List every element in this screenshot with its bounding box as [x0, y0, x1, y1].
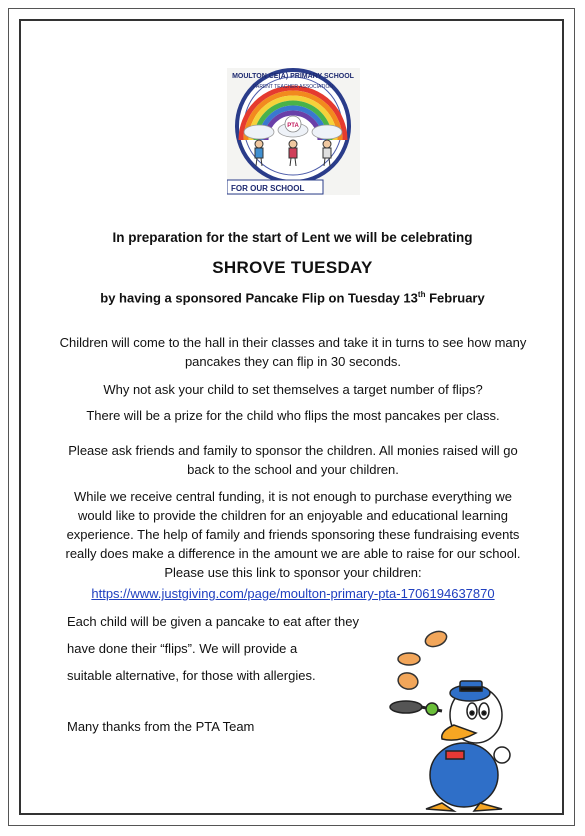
duck-flipping-pancakes-illustration — [384, 625, 526, 813]
justgiving-link[interactable]: https://www.justgiving.com/page/moulton-primary-pta-1706194637870 — [91, 586, 495, 601]
pta-logo — [227, 68, 360, 195]
pancake-line-3: suitable alternative, for those with allergies. — [67, 668, 316, 683]
event-subtitle-month: February — [425, 290, 485, 306]
page-title: SHROVE TUESDAY — [212, 258, 373, 277]
logo-arc-text: MOULTON CE(A) PRIMARY SCHOOL — [232, 73, 354, 80]
event-date-suffix: th — [417, 290, 426, 299]
paragraph-hall: Children will come to the hall in their classes and take it in turns to see how many pancakes they can flip in 30 seconds. — [59, 335, 527, 369]
paragraph-funding: While we receive central funding, it is not enough to purchase everything we would like to provide the children for an enjoyable and educational learning experience. The help of family and friends sponsoring these fundraising events really does make a difference in the amount we are able to raise for our school. Please use this link to sponsor your children: — [65, 489, 521, 580]
event-subtitle-main: by having a sponsored Pancake Flip on Tuesday 13 — [100, 290, 418, 306]
pancake-line-1: Each child will be given a pancake to eat after they — [67, 614, 359, 629]
intro-heading: In preparation for the start of Lent we will be celebrating — [112, 230, 473, 245]
logo-bottom-text: FOR OUR SCHOOL — [231, 184, 305, 193]
logo-pta-text: PTA — [287, 123, 299, 129]
logo-sub-text: PARENT TEACHER ASSOCIATION — [253, 84, 333, 90]
paragraph-target: Why not ask your child to set themselves a target number of flips? — [103, 382, 483, 397]
paragraph-prize: There will be a prize for the child who flips the most pancakes per class. — [86, 408, 500, 423]
pancake-line-2: have done their “flips”. We will provide a — [67, 641, 298, 656]
event-subtitle — [30, 290, 555, 305]
paragraph-sponsor: Please ask friends and family to sponsor the children. All monies raised will go back to the school and your children. — [68, 443, 518, 477]
thanks-signoff: Many thanks from the PTA Team — [67, 719, 255, 734]
